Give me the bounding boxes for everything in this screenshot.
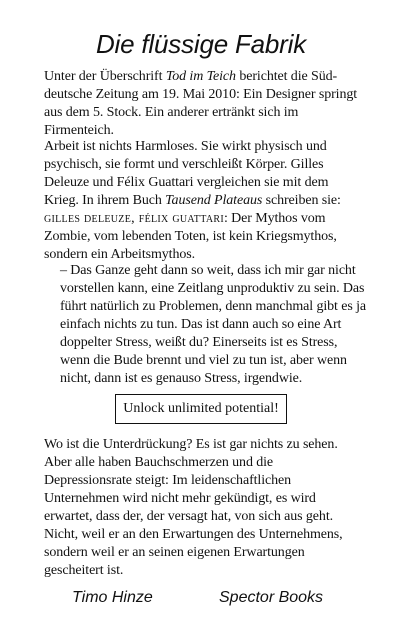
italic-title: Tod im Teich [165, 69, 236, 84]
text-span: Arbeit ist nichts Harmloses. Sie wirkt physisch und psychisch, sie formt und verschleißt Körper. Gilles Deleuze und Félix Guattari vergleichen sie mit dem Krieg. In ihrem Buch [44, 139, 329, 208]
book-title: Die flüssige Fabrik [95, 29, 307, 59]
unlock-button[interactable]: Unlock unlimited potential! [115, 394, 287, 424]
paragraph-oppression: Wo ist die Unterdrückung? Es ist gar nichts zu sehen. Aber alle haben Bauchschmerzen und die Depressionsrate steigt: Im leidenschaftlichen Unternehmen wird nicht mehr gekündigt, es wird erwartet, dass der, der versagt hat, von sich aus geht. Nicht, weil er an den Erwartungen des Unternehmens, sondern weil er an seinen eigenen Erwartungen gescheitert ist. [44, 437, 343, 578]
text-span: berichtet die Süd-deutsche Zeitung am 19. Mai 2010: Ein Designer springt aus dem 5. Stock. Ein anderer ertränkt sich im Firmenteich. [44, 69, 358, 138]
paragraph-intro [44, 68, 364, 140]
paragraph-quote: – Das Ganze geht dann so weit, dass ich mir gar nicht vorstellen kann, eine Zeitlang unproduktiv zu sein. Das führt natürlich zu Problemen, denn manchmal gibt es ja einfach nichts zu tun. Das ist dann auch so eine Art doppelter Stress, weißt du? Einerseits ist es Stress, wenn die Bude brennt und viel zu tun ist, aber wenn nicht, dann ist es genauso Stress, irgendwie. [60, 263, 367, 386]
paragraph-work [44, 138, 364, 264]
footer-publisher: Spector Books [219, 589, 324, 606]
text-span: : Der Mythos vom Zombie, vom lebenden Toten, ist kein Kriegsmythos, sondern ein Arbeitsmythos. [44, 211, 337, 262]
author-names-smallcaps: gilles deleuze, félix guattari [44, 211, 224, 226]
text-span: Unter der Überschrift [44, 69, 166, 84]
footer-author: Timo Hinze [72, 589, 153, 606]
italic-book-title: Tausend Plateaus [165, 193, 263, 208]
text-span: schreiben sie: [262, 193, 341, 208]
